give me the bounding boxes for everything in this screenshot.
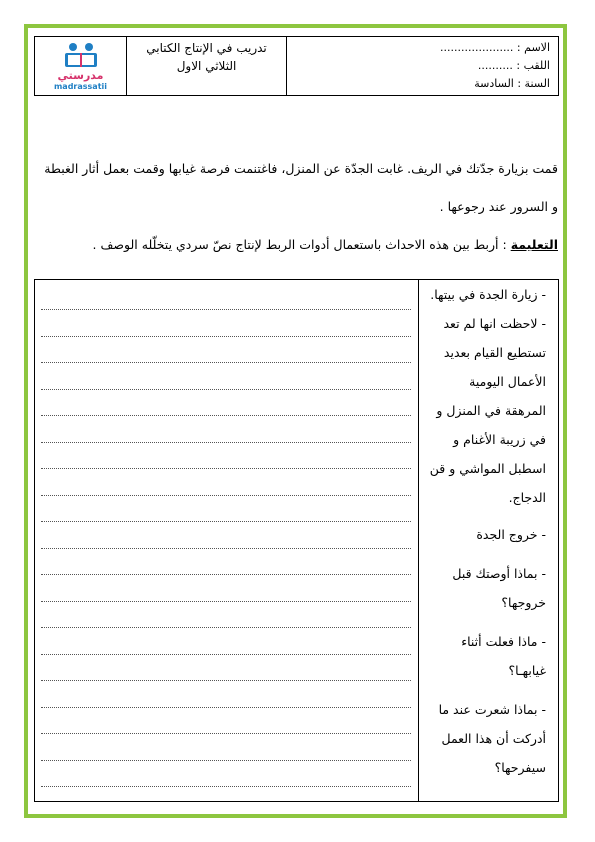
- instruction-label: التعليمة: [510, 237, 558, 252]
- name-field: الاسم : .....................: [440, 41, 550, 54]
- writing-line[interactable]: [41, 521, 411, 522]
- grade-field: السنة : السادسة: [474, 77, 550, 90]
- writing-line[interactable]: [41, 786, 411, 787]
- header-table: [34, 36, 559, 96]
- writing-line[interactable]: [41, 415, 411, 416]
- writing-line[interactable]: [41, 548, 411, 549]
- writing-line[interactable]: [41, 309, 411, 310]
- writing-line[interactable]: [41, 760, 411, 761]
- student-info-cell: [287, 37, 558, 95]
- instruction: [40, 226, 558, 264]
- writing-line[interactable]: [41, 468, 411, 469]
- prompt-4: - بماذا أوصتك قبل خروجها؟: [452, 566, 546, 610]
- writing-line[interactable]: [41, 601, 411, 602]
- title-cell: [127, 37, 287, 95]
- logo-latin: madrassatii: [53, 82, 108, 91]
- writing-line[interactable]: [41, 442, 411, 443]
- writing-line[interactable]: [41, 707, 411, 708]
- prompt-6: - بماذا شعرت عند ما أدركت أن هذا العمل سيفرحها؟: [438, 702, 546, 775]
- writing-line[interactable]: [41, 336, 411, 337]
- prompt-1: - زيارة الجدة في بيتها.: [430, 287, 546, 302]
- prompt-5: - ماذا فعلت أثناء غيابهـا؟: [461, 634, 546, 678]
- logo: [35, 37, 127, 95]
- writing-line[interactable]: [41, 627, 411, 628]
- writing-area[interactable]: [35, 280, 419, 801]
- logo-arabic: مدرستي: [57, 69, 104, 82]
- writing-line[interactable]: [41, 680, 411, 681]
- term-label: الثلاثي الاول: [176, 59, 237, 73]
- writing-line[interactable]: [41, 389, 411, 390]
- writing-line[interactable]: [41, 495, 411, 496]
- writing-line[interactable]: [41, 574, 411, 575]
- writing-table: [34, 279, 559, 802]
- prompt-3: - خروج الجدة: [476, 527, 546, 542]
- logo-icon: [59, 40, 103, 70]
- writing-line[interactable]: [41, 733, 411, 734]
- prompt-2: - لاحظت انها لم تعد تستطيع القيام بعديد الأعمال اليومية المرهقة في المنزل و في زريبة الأغنام و اسطبل المواشي و قن الدجاج.: [429, 316, 546, 505]
- instruction-text: : أربط بين هذه الاحداث باستعمال أدوات الربط لإنتاج نصّ سردي يتخلّله الوصف .: [92, 237, 511, 252]
- writing-line[interactable]: [41, 362, 411, 363]
- surname-field: اللقب : ..........: [477, 59, 550, 72]
- intro-text: قمت بزيارة جدّتك في الريف. غابت الجدّة عن المنزل، فاغتنمت فرصة غيابها وقمت بعمل أثار الغبطة و السرور عند رجوعها .: [44, 161, 558, 214]
- prompts-column: [419, 280, 558, 801]
- document-title: تدريب في الإنتاج الكتابي: [146, 41, 267, 55]
- writing-line[interactable]: [41, 654, 411, 655]
